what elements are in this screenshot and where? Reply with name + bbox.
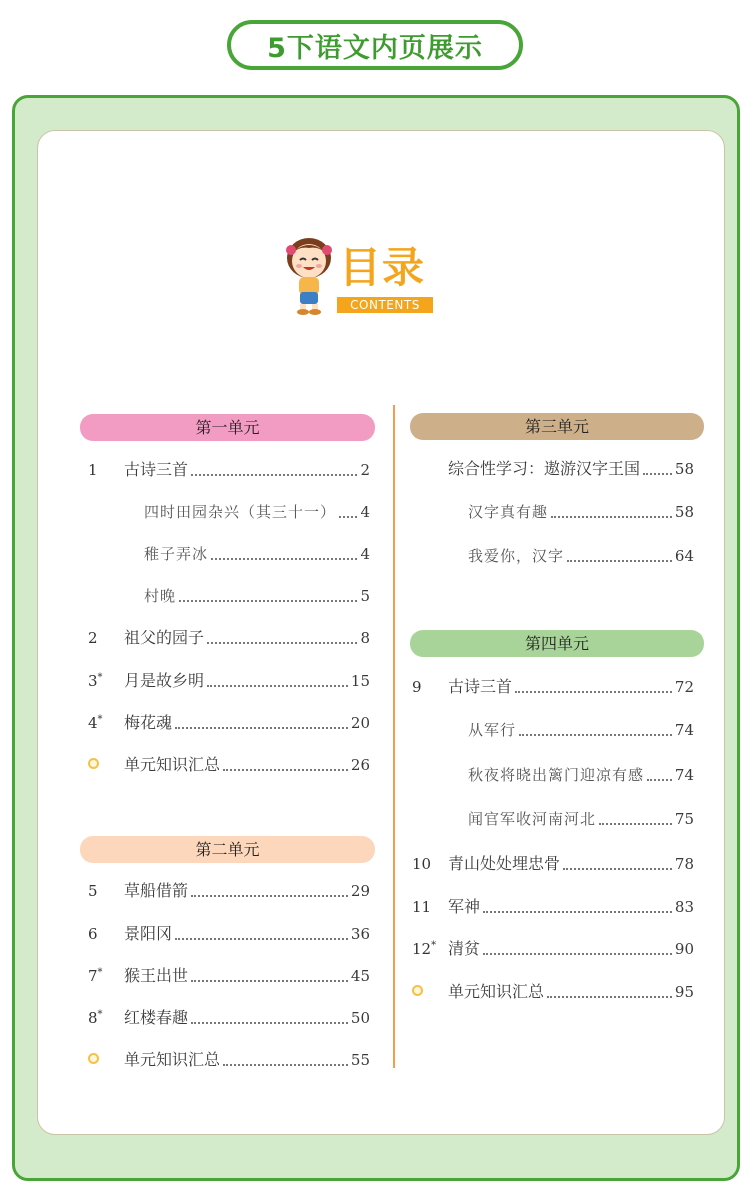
entry-title: 青山处处埋忠骨 xyxy=(448,854,561,873)
dot-leader xyxy=(599,823,672,825)
toc-entry[interactable] xyxy=(88,921,370,945)
dot-leader xyxy=(519,734,672,736)
entry-title: 草船借箭 xyxy=(124,881,189,900)
page-number: 74 xyxy=(674,721,694,739)
page-number: 36 xyxy=(350,925,370,943)
toc-entry[interactable] xyxy=(412,674,694,698)
summary-bullet-icon xyxy=(88,758,99,769)
dot-leader xyxy=(207,642,357,644)
optional-star-icon: * xyxy=(97,714,103,725)
dot-leader xyxy=(191,980,348,982)
entry-title: 稚子弄冰 xyxy=(144,545,209,563)
optional-star-icon: * xyxy=(97,672,103,683)
dot-leader xyxy=(179,600,357,602)
page-number: 20 xyxy=(350,714,370,732)
entry-title: 猴王出世 xyxy=(124,966,189,985)
toc-entry[interactable] xyxy=(88,710,370,734)
lesson-number: 5 xyxy=(88,882,98,900)
column-divider xyxy=(393,405,395,1068)
toc-entry[interactable] xyxy=(412,762,694,786)
lesson-number: 7* xyxy=(88,967,103,985)
entry-title: 单元知识汇总 xyxy=(124,755,221,774)
toc-entry[interactable] xyxy=(88,963,370,987)
toc-entry[interactable] xyxy=(412,717,694,741)
lesson-number: 3* xyxy=(88,672,103,690)
dot-leader xyxy=(515,691,672,693)
page-number: 75 xyxy=(674,810,694,828)
page-number: 4 xyxy=(360,503,370,521)
page-number: 15 xyxy=(350,672,370,690)
toc-entry[interactable] xyxy=(412,979,694,1003)
dot-leader xyxy=(551,516,672,518)
dot-leader xyxy=(191,895,348,897)
dot-leader xyxy=(563,868,672,870)
lesson-number: 4* xyxy=(88,714,103,732)
entry-title: 古诗三首 xyxy=(124,460,189,479)
summary-bullet-icon xyxy=(88,1053,99,1064)
contents-title: 目录 xyxy=(339,243,426,292)
toc-entry[interactable] xyxy=(88,878,370,902)
unit-header-4: 第四单元 xyxy=(410,630,704,657)
toc-entry[interactable] xyxy=(412,894,694,918)
toc-entry[interactable] xyxy=(88,625,370,649)
dot-leader xyxy=(207,685,348,687)
page-number: 50 xyxy=(350,1009,370,1027)
unit-header-3: 第三单元 xyxy=(410,413,704,440)
page-number: 4 xyxy=(360,545,370,563)
entry-title: 从军行 xyxy=(468,721,517,739)
toc-entry[interactable] xyxy=(88,541,370,565)
optional-star-icon: * xyxy=(97,967,103,978)
dot-leader xyxy=(223,769,348,771)
entry-title: 汉字真有趣 xyxy=(468,503,549,521)
page-number: 58 xyxy=(674,460,694,478)
dot-leader xyxy=(547,996,672,998)
toc-entry[interactable] xyxy=(412,806,694,830)
optional-star-icon: * xyxy=(431,940,437,951)
page-number: 83 xyxy=(674,898,694,916)
unit-header-1: 第一单元 xyxy=(80,414,375,441)
entry-title: 村晚 xyxy=(144,587,177,605)
dot-leader xyxy=(643,473,672,475)
toc-entry[interactable] xyxy=(88,752,370,776)
entry-title: 梅花魂 xyxy=(124,713,173,732)
entry-title: 单元知识汇总 xyxy=(124,1050,221,1069)
toc-entry[interactable] xyxy=(412,851,694,875)
page-number: 72 xyxy=(674,678,694,696)
toc-entry[interactable] xyxy=(412,936,694,960)
entry-title: 四时田园杂兴（其三十一） xyxy=(144,503,337,521)
page-number: 64 xyxy=(674,547,694,565)
lesson-number: 10 xyxy=(412,855,432,873)
dot-leader xyxy=(483,953,672,955)
dot-leader xyxy=(483,911,672,913)
lesson-number: 1 xyxy=(88,461,98,479)
dot-leader xyxy=(191,474,357,476)
page-number: 58 xyxy=(674,503,694,521)
page-number: 2 xyxy=(360,461,370,479)
entry-title: 军神 xyxy=(448,897,481,916)
toc-entry[interactable] xyxy=(88,583,370,607)
page-number: 29 xyxy=(350,882,370,900)
toc-entry[interactable] xyxy=(88,499,370,523)
entry-title: 我爱你，汉字 xyxy=(468,547,565,565)
page-number: 8 xyxy=(360,629,370,647)
dot-leader xyxy=(223,1064,348,1066)
summary-bullet-icon xyxy=(412,985,423,996)
optional-star-icon: * xyxy=(97,1009,103,1020)
lesson-number: 2 xyxy=(88,629,98,647)
dot-leader xyxy=(567,560,672,562)
entry-title: 祖父的园子 xyxy=(124,628,205,647)
page-number: 45 xyxy=(350,967,370,985)
toc-entry[interactable] xyxy=(88,1047,370,1071)
entry-title: 红楼春趣 xyxy=(124,1008,189,1027)
dot-leader xyxy=(175,938,348,940)
page-number: 5 xyxy=(360,587,370,605)
toc-entry[interactable] xyxy=(88,1005,370,1029)
entry-title: 综合性学习：遨游汉字王国 xyxy=(448,459,641,478)
entry-title: 闻官军收河南河北 xyxy=(468,810,597,828)
lesson-number: 12* xyxy=(412,940,437,958)
dot-leader xyxy=(191,1022,348,1024)
entry-title: 古诗三首 xyxy=(448,677,513,696)
lesson-number: 6 xyxy=(88,925,98,943)
page-number: 90 xyxy=(674,940,694,958)
toc-entry[interactable] xyxy=(412,456,694,480)
dot-leader xyxy=(339,516,357,518)
toc-entry[interactable] xyxy=(412,499,694,523)
page-number: 74 xyxy=(674,766,694,784)
page-number: 26 xyxy=(350,756,370,774)
entry-title: 景阳冈 xyxy=(124,924,173,943)
page-number: 95 xyxy=(674,983,694,1001)
page-number: 55 xyxy=(350,1051,370,1069)
entry-title: 月是故乡明 xyxy=(124,671,205,690)
toc-entry[interactable] xyxy=(412,543,694,567)
contents-subtitle: CONTENTS xyxy=(337,297,433,313)
toc-entry[interactable] xyxy=(88,668,370,692)
lesson-number: 11 xyxy=(412,898,432,916)
entry-title: 秋夜将晓出篱门迎凉有感 xyxy=(468,766,645,784)
toc-entry[interactable] xyxy=(88,457,370,481)
banner-text: 5下语文内页展示 xyxy=(267,32,483,64)
page-number: 78 xyxy=(674,855,694,873)
unit-header-2: 第二单元 xyxy=(80,836,375,863)
page-banner xyxy=(227,20,523,70)
lesson-number: 8* xyxy=(88,1009,103,1027)
lesson-number: 9 xyxy=(412,678,422,696)
dot-leader xyxy=(647,779,672,781)
dot-leader xyxy=(175,727,348,729)
entry-title: 清贫 xyxy=(448,939,481,958)
dot-leader xyxy=(211,558,357,560)
entry-title: 单元知识汇总 xyxy=(448,982,545,1001)
